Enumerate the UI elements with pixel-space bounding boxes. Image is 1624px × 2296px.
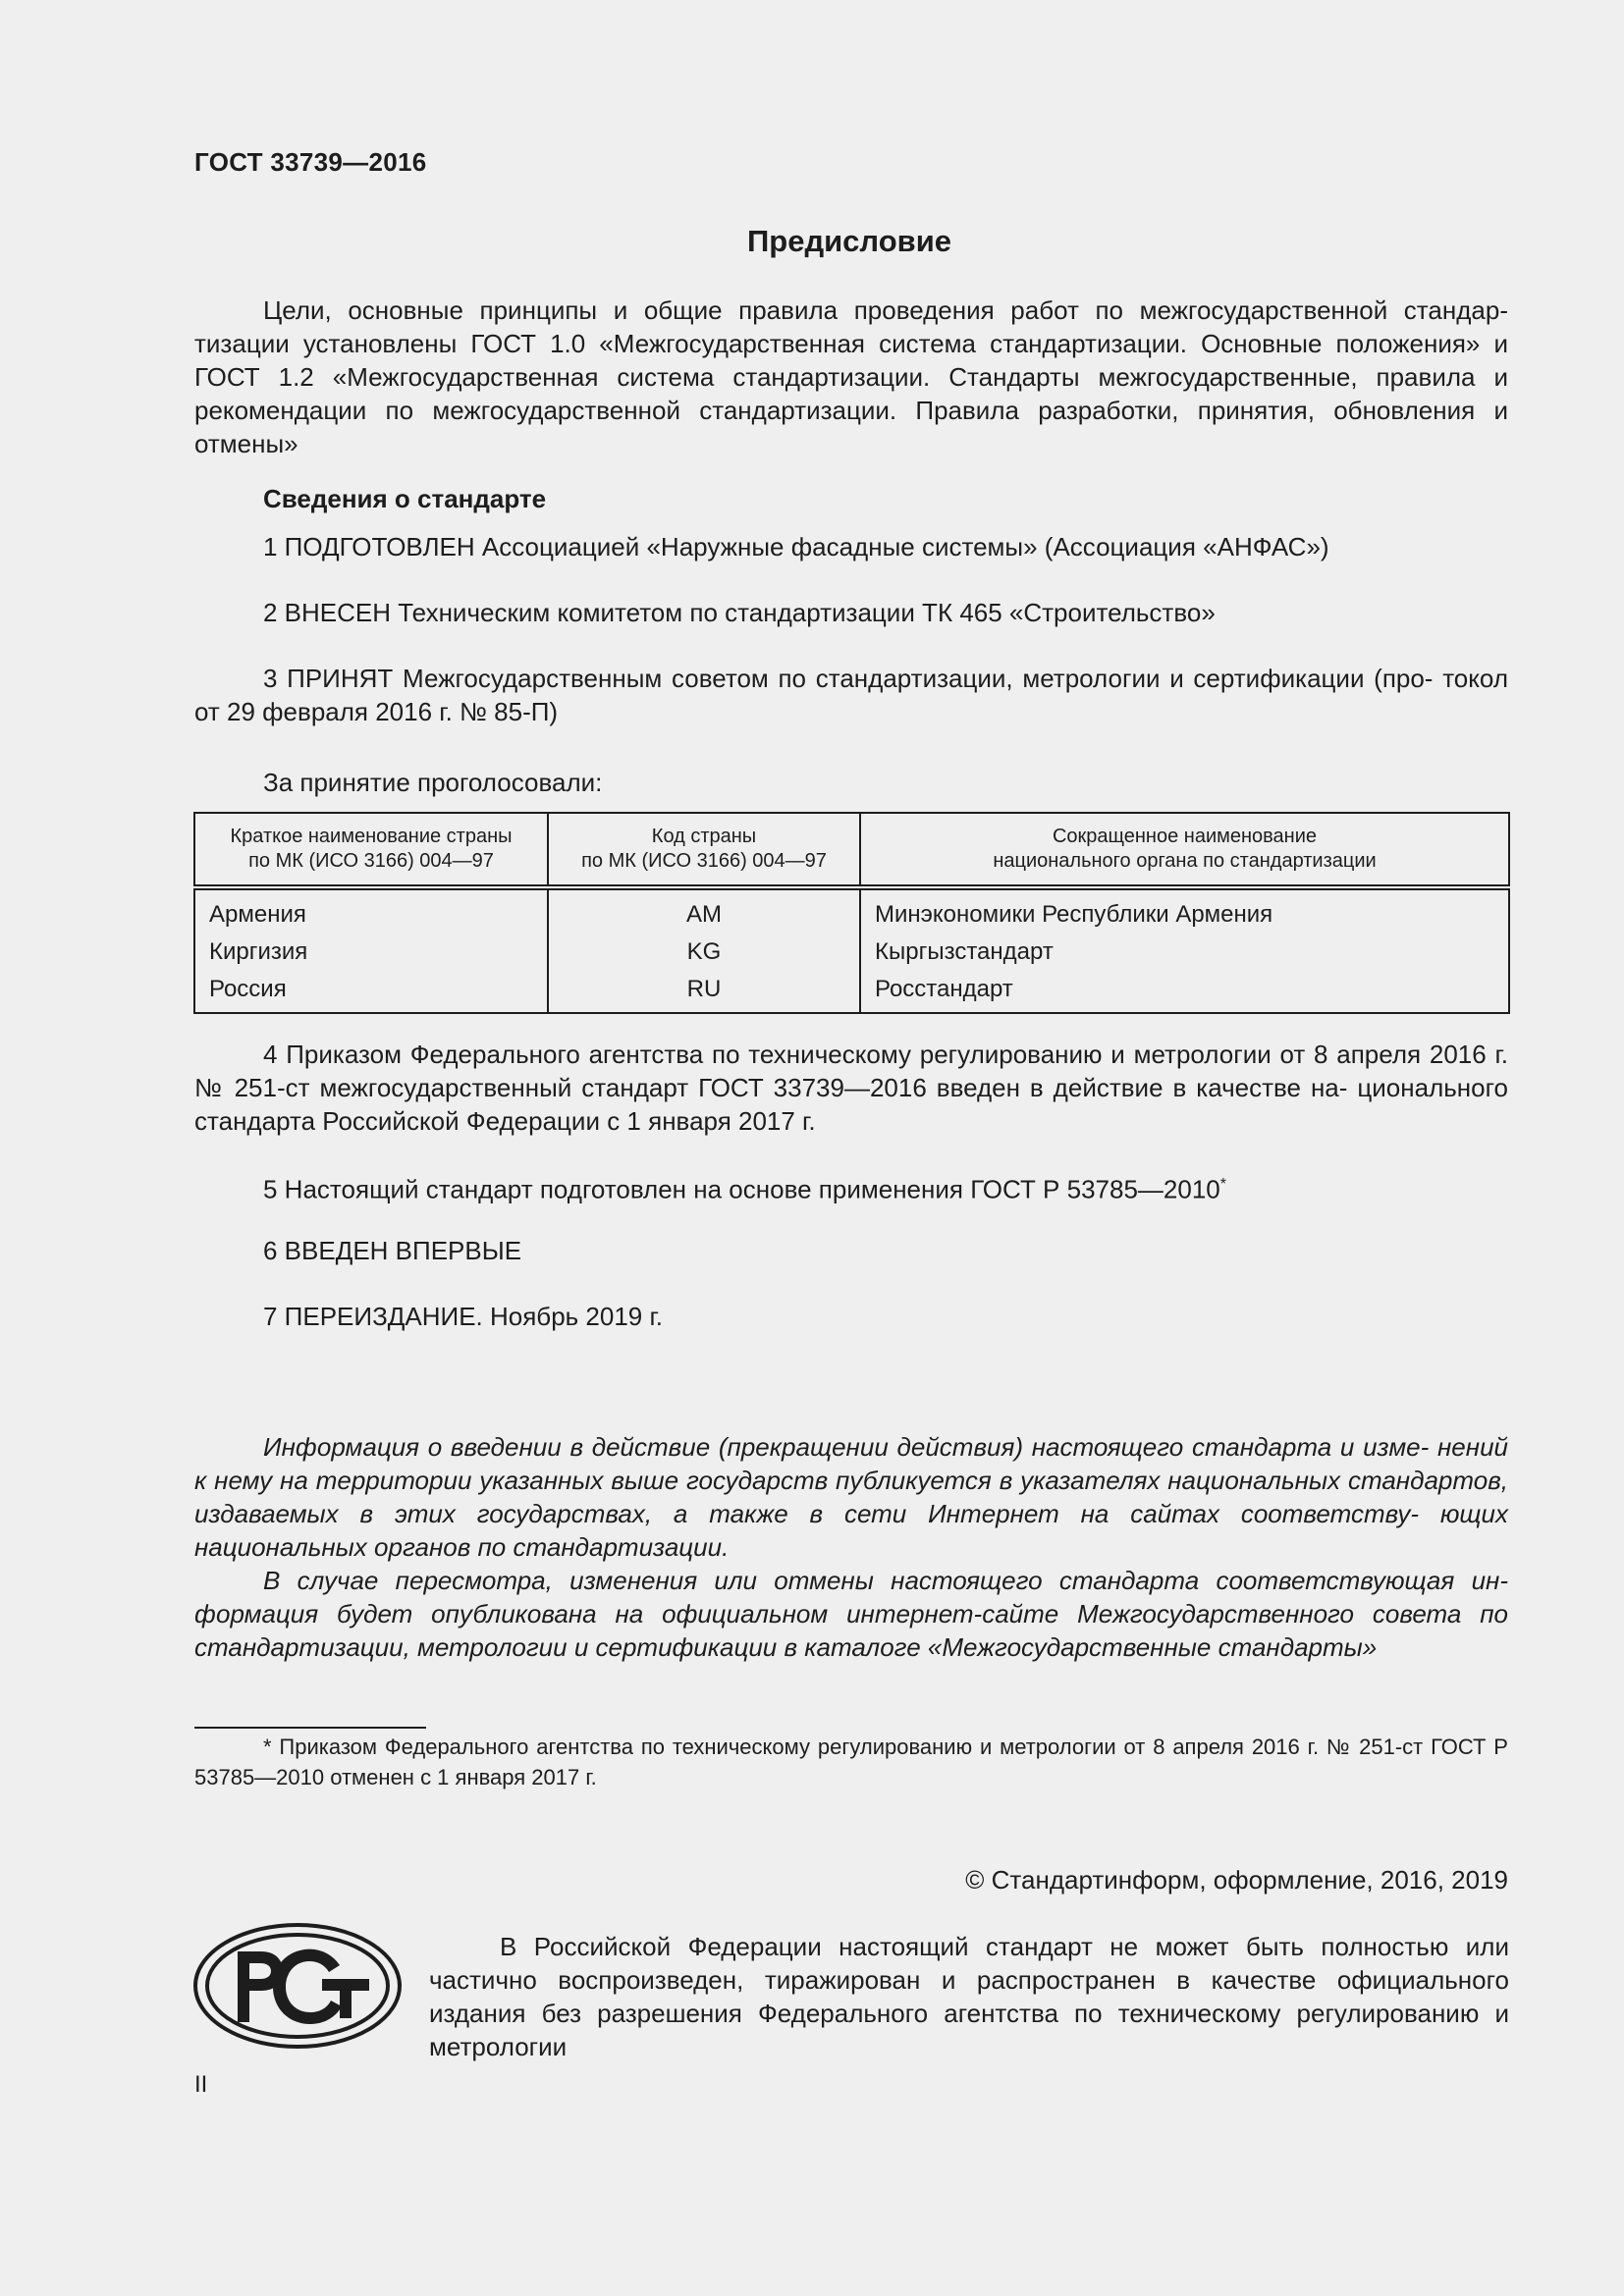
voted-label: За принятие проголосовали: bbox=[263, 768, 603, 797]
item-4: 4 Приказом Федерального агентства по техническому регулированию и метрологии от 8 апреля 2016 г. № 251-ст межгосударственный стандарт ГОСТ 33739—2016 введен в действие в качестве на- ционального стандарта Российской Федерации с 1 января 2017 г. bbox=[194, 1040, 1508, 1136]
rights-notice: В Российской Федерации настоящий стандарт не может быть полностью или частично воспроизведен, тиражирован и распространен в качестве официального издания без разрешения Федерального агентства по техническому регулированию и метрологии bbox=[429, 1932, 1509, 2061]
table-row bbox=[194, 887, 1509, 934]
page-title: Предисловие bbox=[746, 224, 951, 258]
table-row bbox=[194, 971, 1509, 1013]
table-header-country: Краткое наименование страны по МК (ИСО 3166) 004—97 bbox=[194, 813, 548, 887]
cell-code: AM bbox=[548, 887, 860, 934]
item-1: 1 ПОДГОТОВЛЕН Ассоциацией «Наружные фасадные системы» (Ассоциация «АНФАС») bbox=[263, 532, 1329, 561]
item-3: 3 ПРИНЯТ Межгосударственным советом по стандартизации, метрологии и сертификации (про- токол от 29 февраля 2016 г. № 85-П) bbox=[194, 664, 1508, 726]
table-header-code: Код страны по МК (ИСО 3166) 004—97 bbox=[548, 813, 860, 887]
document-code: ГОСТ 33739—2016 bbox=[194, 147, 427, 177]
intro-paragraph: Цели, основные принципы и общие правила проведения работ по межгосударственной стандар- тизации установлены ГОСТ 1.0 «Межгосударственная система стандартизации. Основные положения» и ГОСТ 1.2 «Межгосударственная система стандартизации. Стандарты межгосударственные, правила и рекомендации по межгосударственной стандартизации. Правила разработки, принятия, обновления и отмены» bbox=[194, 295, 1508, 458]
footnote-marker: * bbox=[1219, 1176, 1226, 1193]
voting-table bbox=[193, 812, 1510, 1014]
rst-certification-mark-icon bbox=[192, 1922, 403, 2055]
notice-paragraph-2: В случае пересмотра, изменения или отмены настоящего стандарта соответствующая ин- формация будет опубликована на официальном интернет-сайте Межгосударственного совета по стандартизации, метрологии и сертификации в каталоге «Межгосударственные стандарты» bbox=[194, 1566, 1508, 1662]
footnote: * Приказом Федерального агентства по техническому регулированию и метрологии от 8 апреля 2016 г. № 251-ст ГОСТ Р 53785—2010 отменен с 1 января 2017 г. bbox=[194, 1735, 1508, 1789]
cell-country: Киргизия bbox=[194, 934, 548, 971]
page-number: II bbox=[194, 2071, 208, 2098]
cell-country: Армения bbox=[194, 887, 548, 934]
cell-body: Росстандарт bbox=[860, 971, 1509, 1013]
cell-code: KG bbox=[548, 934, 860, 971]
rst-logo-graphic bbox=[192, 1922, 403, 2050]
footnote-divider bbox=[194, 1727, 426, 1729]
table-header-row bbox=[194, 813, 1509, 887]
standard-info-heading: Сведения о стандарте bbox=[263, 484, 547, 513]
item-7: 7 ПЕРЕИЗДАНИЕ. Ноябрь 2019 г. bbox=[263, 1302, 664, 1331]
copyright: © Стандартинформ, оформление, 2016, 2019 bbox=[965, 1865, 1508, 1895]
table-header-body: Сокращенное наименование национального органа по стандартизации bbox=[860, 813, 1509, 887]
item-2: 2 ВНЕСЕН Техническим комитетом по стандартизации ТК 465 «Строительство» bbox=[263, 598, 1216, 627]
cell-body: Кыргызстандарт bbox=[860, 934, 1509, 971]
notice-paragraph-1: Информация о введении в действие (прекращении действия) настоящего стандарта и изме- нений к нему на территории указанных выше государств публикуется в указателях национальных стандартов, издаваемых в этих государствах, а также в сети Интернет на сайтах соответству- ющих национальных органов по стандартизации. bbox=[194, 1432, 1508, 1562]
item-6: 6 ВВЕДЕН ВПЕРВЫЕ bbox=[263, 1236, 522, 1265]
cell-body: Минэкономики Республики Армения bbox=[860, 887, 1509, 934]
cell-code: RU bbox=[548, 971, 860, 1013]
cell-country: Россия bbox=[194, 971, 548, 1013]
table-row bbox=[194, 934, 1509, 971]
item-5: 5 Настоящий стандарт подготовлен на основе применения ГОСТ Р 53785—2010* bbox=[263, 1174, 1226, 1204]
